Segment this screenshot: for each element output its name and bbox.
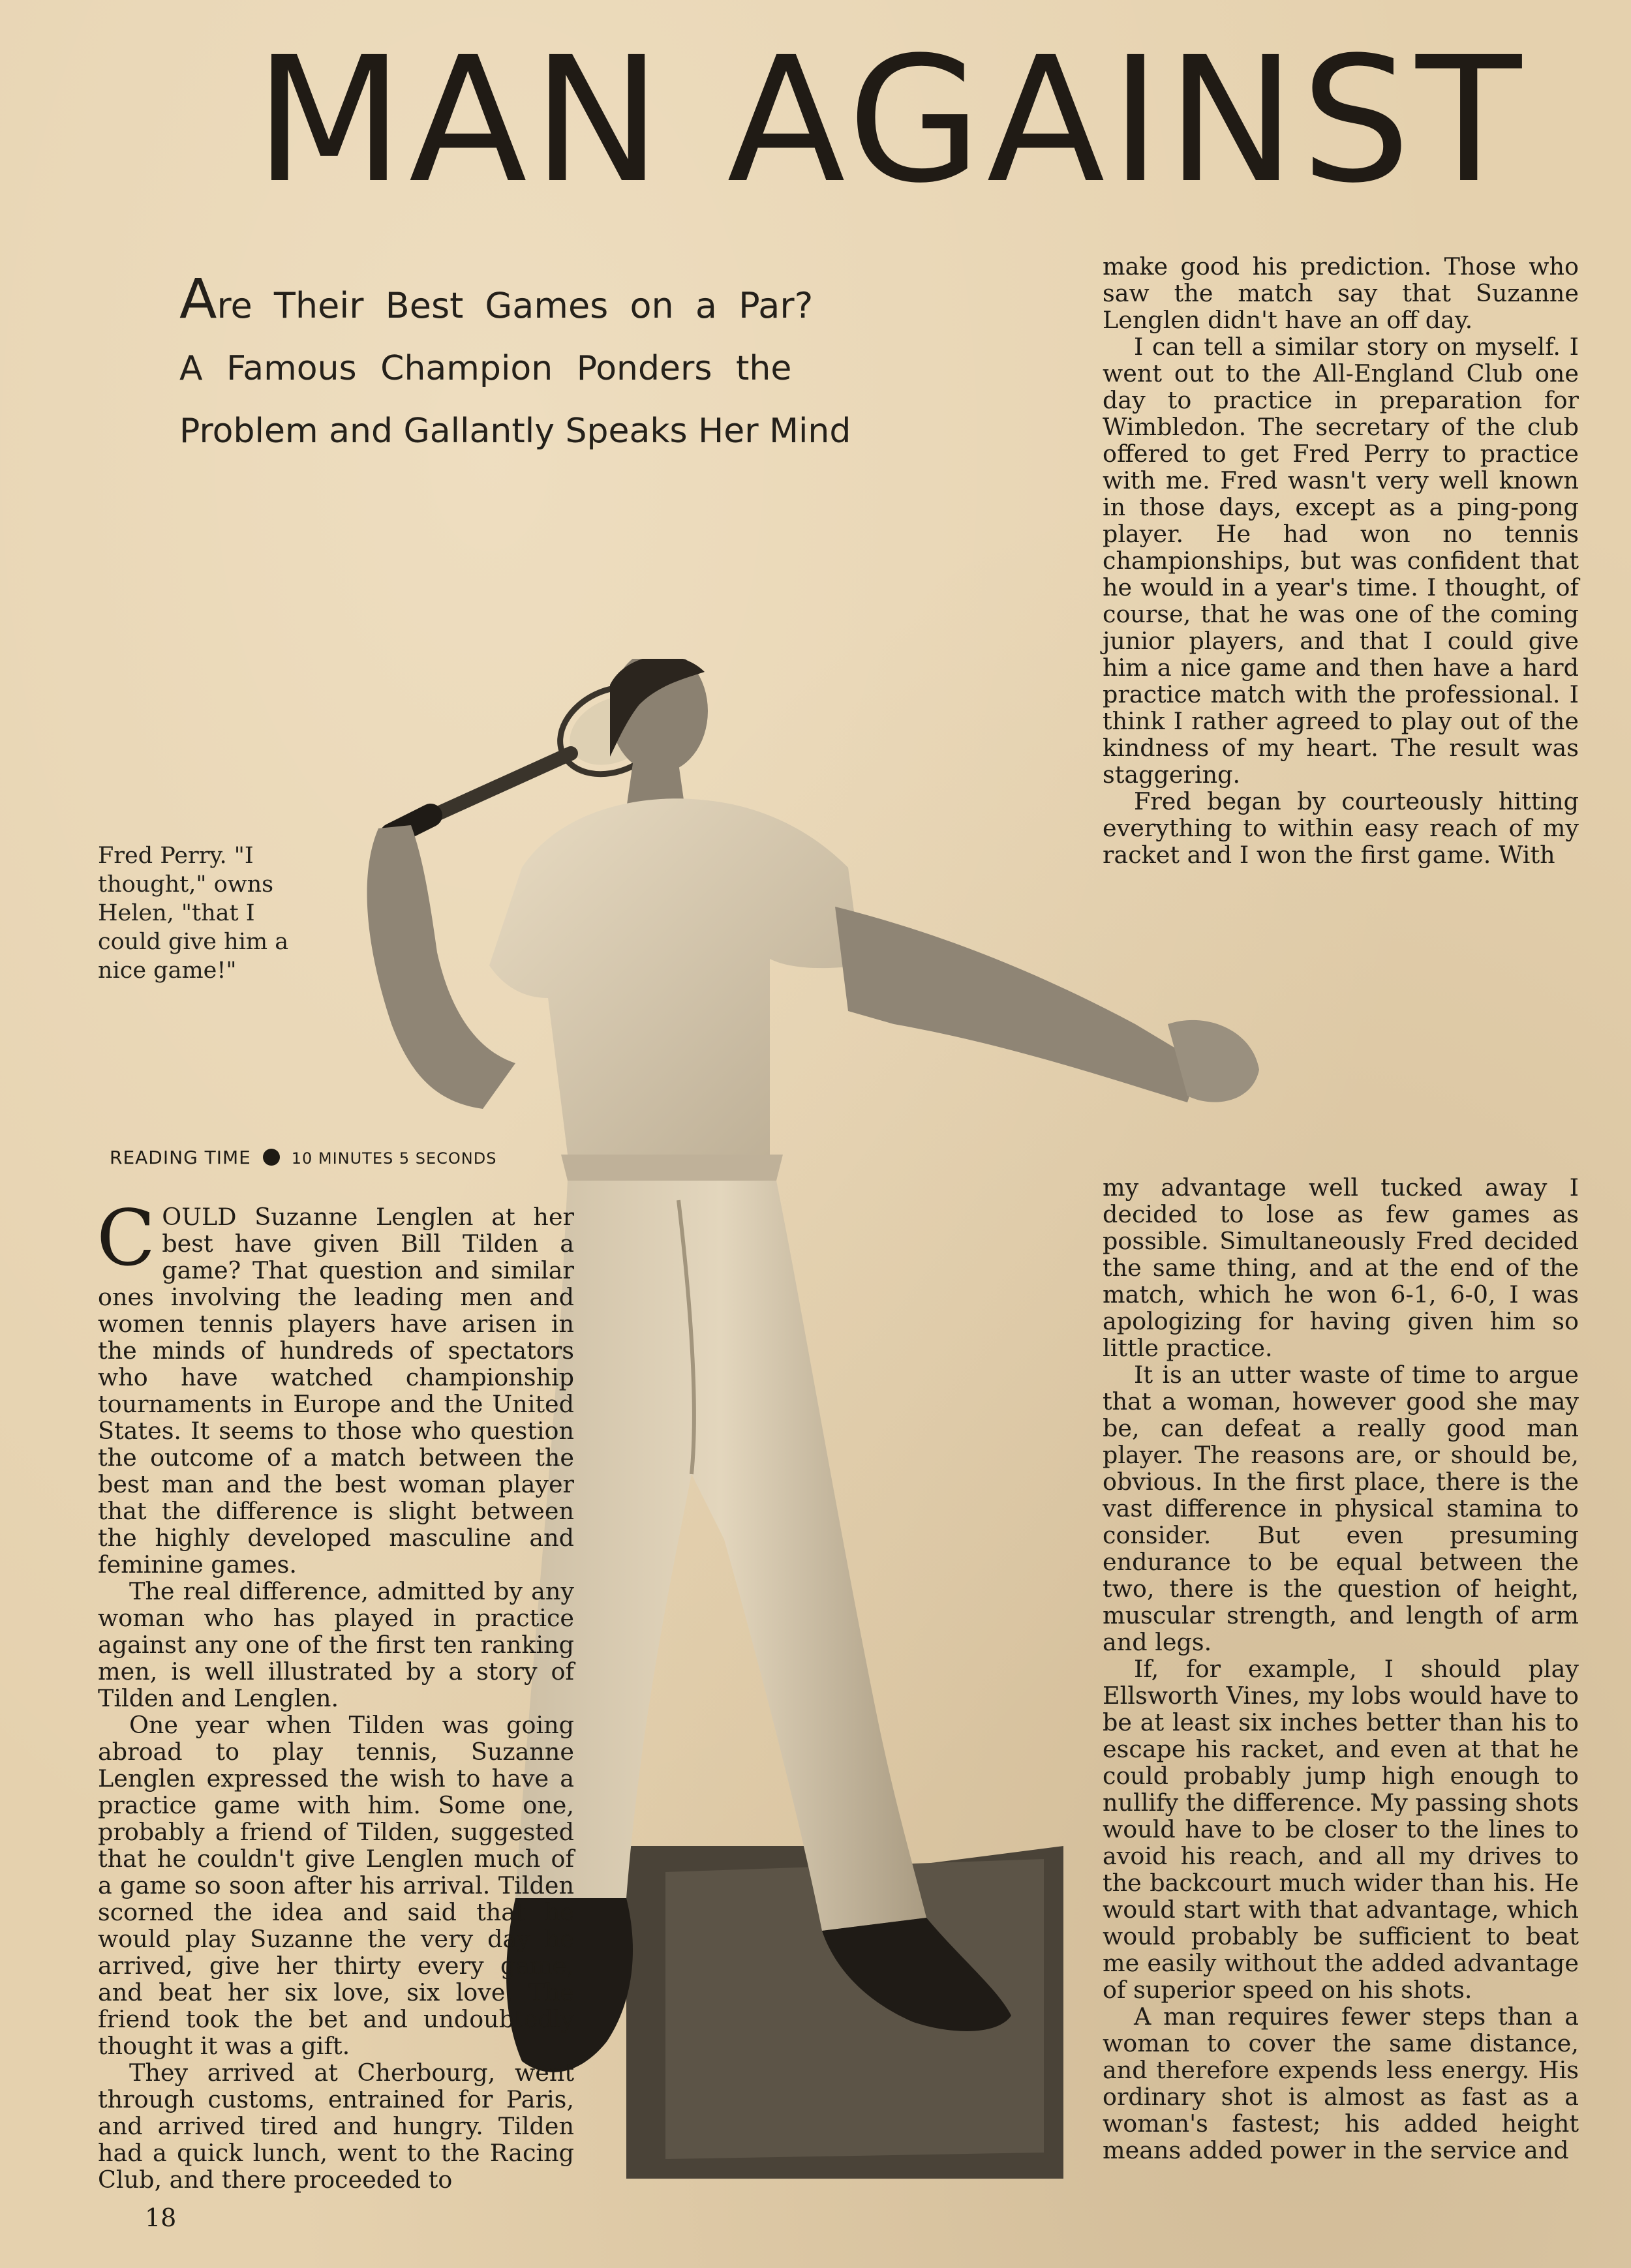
paragraph-text: OULD Suzanne Lenglen at her best have given Bill Tilden a game? That question and similar ones involving the leading men and women tennis players have arisen in the minds of hundreds of spectators who have watched championship tournaments in Europe and the United States. It seems to those who question the outcome of a match between the best man and the best woman player that the difference is slight between the highly developed masculine and feminine games. <box>98 1203 574 1579</box>
bullet-dot-icon <box>263 1149 280 1166</box>
right-column-top <box>1103 253 1579 868</box>
paragraph: make good his prediction. Those who saw the match say that Suzanne Lenglen didn't have an off day. <box>1103 252 1579 334</box>
deck-line-3: Problem and Gallantly Speaks Her Mind <box>179 412 851 451</box>
reading-time-value: 10 MINUTES 5 SECONDS <box>291 1149 497 1168</box>
paragraph: It is an utter waste of time to argue that a woman, however good she may be, can defeat a really good man player. The reasons are, or should be, obvious. In the first place, there is the vast difference in physical stamina to consider. But even presuming endurance to be equal between the two, there is the question of height, muscular strength, and length of arm and legs. <box>1103 1361 1579 1656</box>
left-column <box>97 1193 574 2194</box>
photo-caption: Fred Perry. "I thought," owns Helen, "that I could give him a nice game!" <box>98 843 289 984</box>
deck-initial: A <box>179 267 217 331</box>
reading-time-label: READING TIME <box>110 1147 251 1168</box>
subheadline-deck <box>179 267 871 462</box>
paragraph: One year when Tilden was going abroad to play tennis, Suzanne Lenglen expressed the wish to have a practice game with him. Some one, probably a friend of Tilden, suggested that he couldn't give Lenglen much of a game so soon after his arrival. Tilden scorned the idea and said that he would play Suzanne the very day he arrived, give her thirty every game, and beat her six love, six love. The friend took the bet and undoubtedly thought it was a gift. <box>98 1711 574 2060</box>
deck-line-1-text: re Their Best Games on a Par? <box>217 285 814 326</box>
paragraph: They arrived at Cherbourg, went through customs, entrained for Paris, and arrived tired and hungry. Tilden had a quick lunch, went to the Racing Club, and there proceeded to <box>98 2059 574 2194</box>
reading-time <box>110 1147 605 1168</box>
paragraph: If, for example, I should play Ellsworth Vines, my lobs would have to be at least six inches better than his to escape his racket, and even at that he could probably jump high enough to nullify the difference. My passing shots would have to be closer to the lines to avoid his reach, and all my drives to the backcourt much wider than his. He would start with that advantage, which would probably be sufficient to beat me easily without the added advantage of superior speed on his shots. <box>1103 1655 1579 2004</box>
paragraph: Fred began by courteously hitting everything to within easy reach of my racket and I won the first game. With <box>1103 787 1579 869</box>
paragraph: I can tell a similar story on myself. I went out to the All-England Club one day to practice in preparation for Wimbledon. The secretary of the club offered to get Fred Perry to practice with me. Fred wasn't very well known in those days, except as a ping-pong player. He had won no tennis championships, but was confident that he would in a year's time. I thought, of course, that he was one of the coming junior players, and that I could give him a nice game and then have a hard practice match with the professional. I think I rather agreed to play out of the kindness of my heart. The result was staggering. <box>1103 333 1579 789</box>
paragraph: my advantage well tucked away I decided to lose as few games as possible. Simultaneously Fred decided the same thing, and at the end of the match, which he won 6-1, 6-0, I was apologizing for having given him so little practice. <box>1103 1173 1579 1362</box>
paragraph: The real difference, admitted by any woman who has played in practice against any one of the first ten ranking men, is well illustrated by a story of Tilden and Lenglen. <box>98 1577 574 1712</box>
right-column-bottom <box>1103 1174 1579 2164</box>
drop-cap: C <box>97 1193 156 1283</box>
paragraph <box>97 1193 574 1579</box>
deck-line-2: A Famous Champion Ponders the <box>179 349 792 388</box>
headline: MAN AGAINST <box>254 20 1527 221</box>
deck-line-1 <box>179 267 871 337</box>
paragraph: A man requires fewer steps than a woman to cover the same distance, and therefore expends less energy. His ordinary shot is almost as fast as a woman's fastest; his added height means added power in the service and <box>1103 2003 1579 2164</box>
page-number: 18 <box>145 2203 177 2232</box>
